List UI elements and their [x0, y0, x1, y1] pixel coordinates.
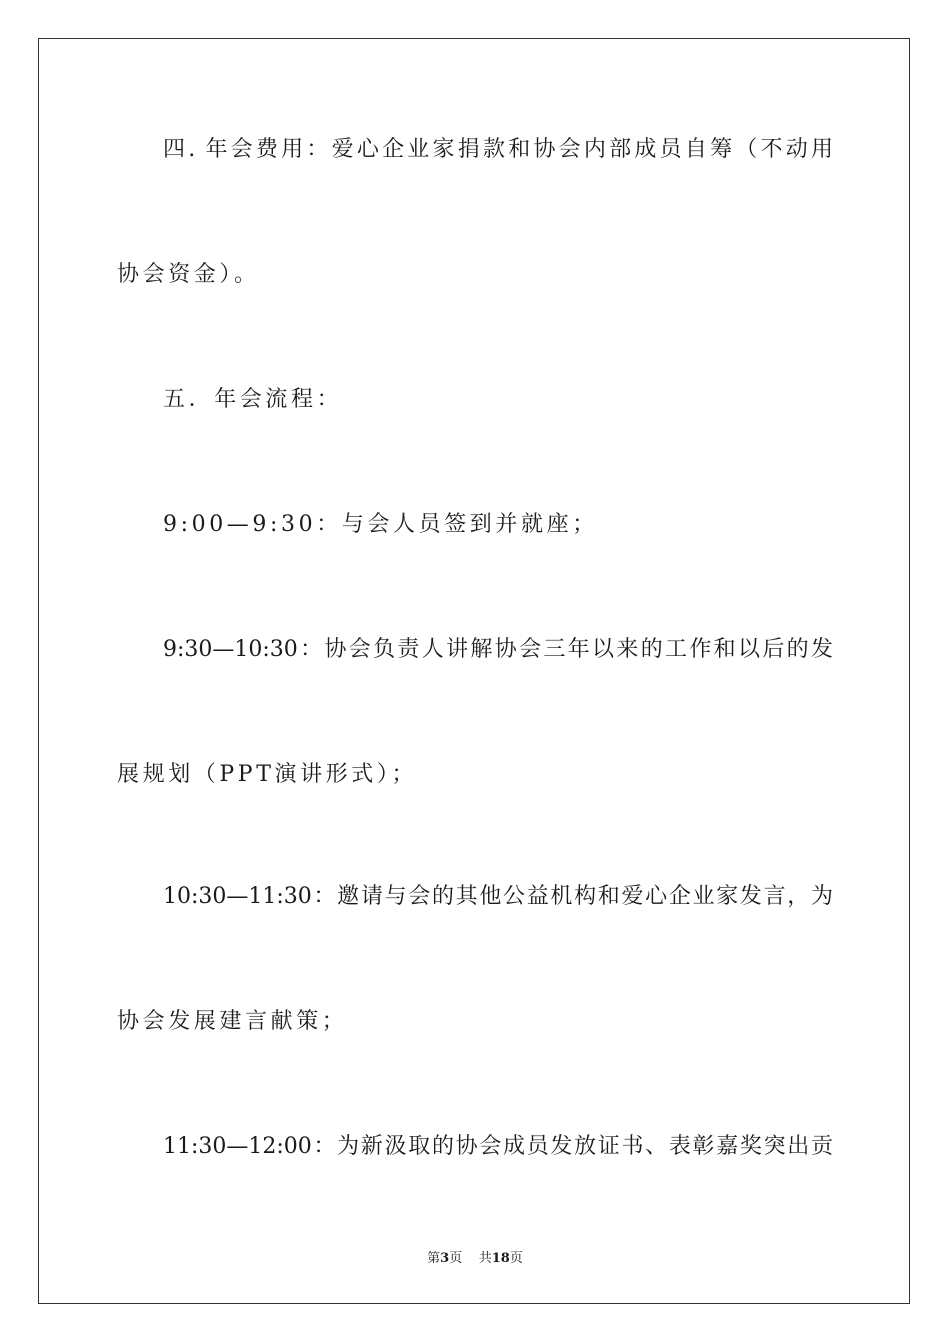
page-prefix: 第 [427, 1251, 441, 1266]
schedule-item: 9:30—10:30：协会负责人讲解协会三年以来的工作和以后的发 [163, 637, 833, 662]
paragraph-line: 展规划（PPT演讲形式）； [117, 762, 418, 787]
schedule-item: 11:30—12:00：为新汲取的协会成员发放证书、表彰嘉奖突出贡 [163, 1134, 833, 1159]
page-suffix: 页 [449, 1251, 463, 1266]
total-pages: 18 [491, 1251, 510, 1266]
total-suffix: 页 [509, 1251, 523, 1266]
page-number: 3 [440, 1251, 450, 1266]
total-prefix: 共 [478, 1251, 492, 1266]
paragraph-line: 协会资金）。 [117, 262, 260, 287]
paragraph-line: 四. 年会费用：爱心企业家捐款和协会内部成员自筹（不动用 [163, 137, 833, 162]
paragraph-line: 协会发展建言献策； [117, 1009, 348, 1034]
schedule-item: 9:00—9:30：与会人员签到并就座； [163, 512, 598, 537]
page-border [38, 38, 910, 1304]
page-footer [0, 1250, 950, 1268]
schedule-item: 10:30—11:30：邀请与会的其他公益机构和爱心企业家发言，为 [163, 884, 833, 909]
section-heading: 五．年会流程： [163, 387, 343, 412]
